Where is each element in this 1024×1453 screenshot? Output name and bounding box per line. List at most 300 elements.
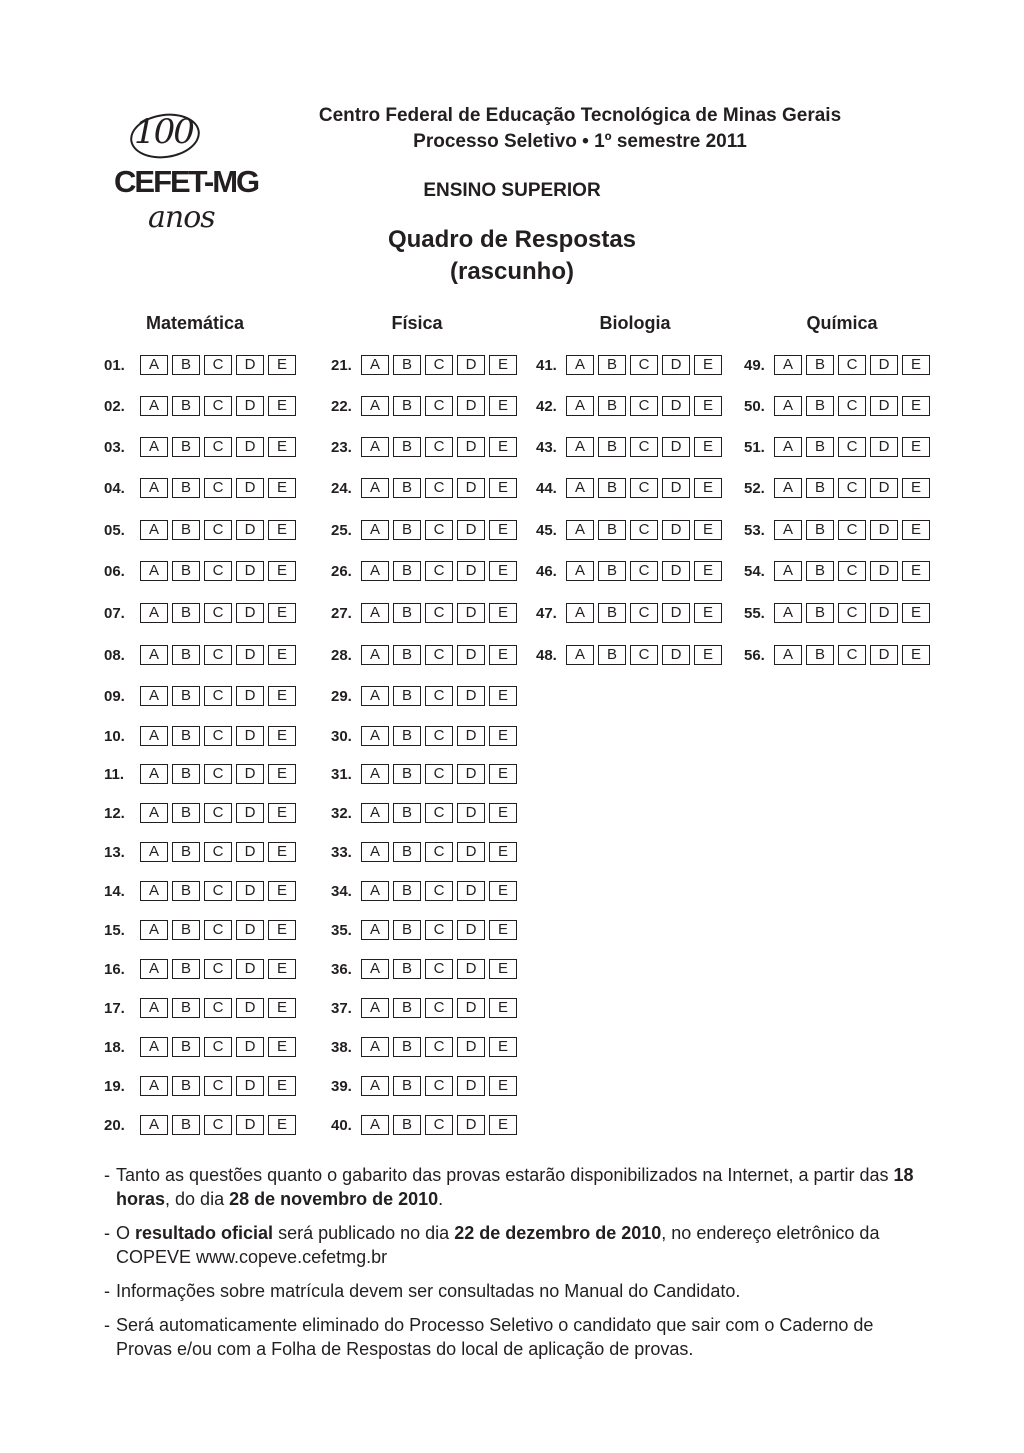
option-box-d[interactable]: D [457,803,485,823]
option-box-e[interactable]: E [268,764,296,784]
option-box-a[interactable]: A [774,520,802,540]
option-box-d[interactable]: D [457,355,485,375]
option-box-e[interactable]: E [489,959,517,979]
option-box-b[interactable]: B [393,1037,421,1057]
option-box-d[interactable]: D [236,686,264,706]
option-box-d[interactable]: D [236,726,264,746]
option-box-d[interactable]: D [662,645,690,665]
option-box-e[interactable]: E [489,1115,517,1135]
option-box-c[interactable]: C [630,396,658,416]
option-box-b[interactable]: B [172,764,200,784]
option-box-e[interactable]: E [489,355,517,375]
option-box-e[interactable]: E [489,1037,517,1057]
option-box-c[interactable]: C [425,561,453,581]
option-box-e[interactable]: E [268,1115,296,1135]
option-box-b[interactable]: B [598,645,626,665]
option-box-e[interactable]: E [268,520,296,540]
option-box-b[interactable]: B [393,520,421,540]
option-box-e[interactable]: E [268,1037,296,1057]
option-box-a[interactable]: A [566,355,594,375]
option-box-b[interactable]: B [172,1076,200,1096]
option-box-b[interactable]: B [598,561,626,581]
option-box-b[interactable]: B [393,396,421,416]
option-box-d[interactable]: D [236,561,264,581]
option-box-e[interactable]: E [268,803,296,823]
option-box-a[interactable]: A [140,437,168,457]
option-box-c[interactable]: C [425,355,453,375]
option-box-b[interactable]: B [172,1115,200,1135]
option-box-e[interactable]: E [489,881,517,901]
option-box-d[interactable]: D [662,355,690,375]
option-box-d[interactable]: D [457,561,485,581]
option-box-c[interactable]: C [630,561,658,581]
option-box-d[interactable]: D [870,478,898,498]
option-box-e[interactable]: E [268,686,296,706]
option-box-b[interactable]: B [393,478,421,498]
option-box-e[interactable]: E [489,645,517,665]
option-boxes [140,764,300,784]
option-box-e[interactable]: E [489,803,517,823]
option-box-b[interactable]: B [806,396,834,416]
option-box-b[interactable]: B [172,881,200,901]
option-box-e[interactable]: E [489,686,517,706]
option-box-c[interactable]: C [838,645,866,665]
option-box-a[interactable]: A [566,603,594,623]
option-box-d[interactable]: D [457,520,485,540]
option-box-a[interactable]: A [566,520,594,540]
option-box-c[interactable]: C [204,520,232,540]
option-box-a[interactable]: A [361,920,389,940]
option-box-d[interactable]: D [662,437,690,457]
option-box-c[interactable]: C [204,603,232,623]
option-box-a[interactable]: A [140,396,168,416]
option-box-c[interactable]: C [838,603,866,623]
option-box-c[interactable]: C [425,645,453,665]
option-box-c[interactable]: C [204,726,232,746]
option-box-a[interactable]: A [361,1076,389,1096]
option-box-d[interactable]: D [662,478,690,498]
option-box-e[interactable]: E [489,437,517,457]
option-box-e[interactable]: E [902,561,930,581]
option-box-a[interactable]: A [774,478,802,498]
option-box-c[interactable]: C [425,1037,453,1057]
option-box-c[interactable]: C [425,764,453,784]
option-box-d[interactable]: D [457,645,485,665]
option-box-e[interactable]: E [902,478,930,498]
option-box-c[interactable]: C [204,764,232,784]
option-box-e[interactable]: E [268,561,296,581]
option-box-c[interactable]: C [630,478,658,498]
option-box-c[interactable]: C [838,437,866,457]
option-box-d[interactable]: D [457,842,485,862]
option-box-a[interactable]: A [361,520,389,540]
option-box-c[interactable]: C [425,959,453,979]
option-box-a[interactable]: A [361,396,389,416]
option-box-d[interactable]: D [662,396,690,416]
option-box-b[interactable]: B [393,959,421,979]
option-box-c[interactable]: C [630,603,658,623]
option-box-b[interactable]: B [172,959,200,979]
option-box-c[interactable]: C [630,437,658,457]
option-box-b[interactable]: B [172,726,200,746]
option-box-e[interactable]: E [489,520,517,540]
option-box-d[interactable]: D [870,520,898,540]
option-box-c[interactable]: C [838,520,866,540]
option-box-e[interactable]: E [268,645,296,665]
option-box-b[interactable]: B [598,396,626,416]
option-box-c[interactable]: C [204,959,232,979]
note-text: Será automaticamente eliminado do Processo Seletivo o candidato que sair com o Caderno de Provas e/ou com a Folha de Respostas do local de aplicação de provas. [116,1315,874,1359]
option-box-a[interactable]: A [140,764,168,784]
option-box-a[interactable]: A [566,478,594,498]
option-box-c[interactable]: C [425,1115,453,1135]
option-box-d[interactable]: D [236,1076,264,1096]
option-box-b[interactable]: B [393,686,421,706]
option-box-d[interactable]: D [457,1037,485,1057]
option-box-d[interactable]: D [236,645,264,665]
option-box-a[interactable]: A [140,998,168,1018]
option-box-e[interactable]: E [268,881,296,901]
option-box-e[interactable]: E [902,520,930,540]
option-box-b[interactable]: B [393,1076,421,1096]
option-box-a[interactable]: A [140,1037,168,1057]
option-box-b[interactable]: B [393,1115,421,1135]
option-box-e[interactable]: E [489,998,517,1018]
option-box-b[interactable]: B [172,920,200,940]
option-box-b[interactable]: B [172,561,200,581]
option-box-b[interactable]: B [172,396,200,416]
option-box-d[interactable]: D [870,355,898,375]
option-box-c[interactable]: C [630,520,658,540]
option-box-c[interactable]: C [630,645,658,665]
subject-fisica: Física [391,313,443,333]
option-box-a[interactable]: A [140,520,168,540]
option-box-b[interactable]: B [393,603,421,623]
question-number: 03. [104,438,125,456]
option-box-e[interactable]: E [268,726,296,746]
option-box-e[interactable]: E [268,920,296,940]
option-box-c[interactable]: C [425,881,453,901]
option-box-e[interactable]: E [268,396,296,416]
option-box-b[interactable]: B [598,603,626,623]
option-box-b[interactable]: B [172,645,200,665]
option-box-c[interactable]: C [838,355,866,375]
option-box-d[interactable]: D [236,881,264,901]
option-box-a[interactable]: A [361,764,389,784]
option-box-d[interactable]: D [236,998,264,1018]
option-box-c[interactable]: C [425,998,453,1018]
option-box-c[interactable]: C [204,998,232,1018]
option-box-c[interactable]: C [204,645,232,665]
option-boxes [140,396,300,416]
option-box-a[interactable]: A [361,645,389,665]
option-box-b[interactable]: B [598,478,626,498]
option-box-b[interactable]: B [172,842,200,862]
option-box-b[interactable]: B [172,355,200,375]
option-box-c[interactable]: C [425,603,453,623]
question-row [331,561,521,581]
option-box-e[interactable]: E [268,842,296,862]
question-number: 06. [104,562,125,580]
option-box-c[interactable]: C [838,561,866,581]
option-box-a[interactable]: A [774,603,802,623]
option-box-b[interactable]: B [806,437,834,457]
option-box-b[interactable]: B [393,726,421,746]
option-box-e[interactable]: E [902,603,930,623]
option-box-d[interactable]: D [236,1037,264,1057]
option-box-e[interactable]: E [489,1076,517,1096]
option-box-c[interactable]: C [204,920,232,940]
option-box-b[interactable]: B [172,478,200,498]
option-box-e[interactable]: E [268,959,296,979]
option-box-e[interactable]: E [902,396,930,416]
option-box-e[interactable]: E [694,520,722,540]
option-box-a[interactable]: A [361,1115,389,1135]
option-box-a[interactable]: A [140,920,168,940]
option-box-a[interactable]: A [140,478,168,498]
option-boxes [774,355,934,375]
option-box-d[interactable]: D [457,603,485,623]
option-box-a[interactable]: A [140,726,168,746]
option-box-b[interactable]: B [393,764,421,784]
option-box-b[interactable]: B [806,520,834,540]
option-box-c[interactable]: C [204,561,232,581]
option-box-b[interactable]: B [393,645,421,665]
option-box-e[interactable]: E [902,645,930,665]
option-box-a[interactable]: A [774,355,802,375]
option-box-e[interactable]: E [694,603,722,623]
option-box-e[interactable]: E [489,764,517,784]
option-boxes [140,478,300,498]
option-box-a[interactable]: A [566,561,594,581]
option-box-c[interactable]: C [204,437,232,457]
option-box-a[interactable]: A [361,726,389,746]
option-box-a[interactable]: A [361,1037,389,1057]
option-box-c[interactable]: C [204,1115,232,1135]
option-box-a[interactable]: A [140,561,168,581]
option-box-a[interactable]: A [774,645,802,665]
option-box-d[interactable]: D [870,396,898,416]
option-box-a[interactable]: A [361,686,389,706]
option-box-d[interactable]: D [236,764,264,784]
option-box-d[interactable]: D [236,842,264,862]
option-box-e[interactable]: E [489,603,517,623]
option-box-e[interactable]: E [694,561,722,581]
question-row [331,437,521,457]
option-box-c[interactable]: C [204,478,232,498]
option-box-a[interactable]: A [140,842,168,862]
option-box-e[interactable]: E [489,396,517,416]
option-box-c[interactable]: C [204,842,232,862]
option-box-d[interactable]: D [870,437,898,457]
option-box-b[interactable]: B [172,520,200,540]
option-box-d[interactable]: D [236,520,264,540]
option-box-d[interactable]: D [457,396,485,416]
option-box-b[interactable]: B [393,998,421,1018]
option-box-c[interactable]: C [204,355,232,375]
option-box-a[interactable]: A [361,603,389,623]
option-box-d[interactable]: D [236,603,264,623]
option-box-e[interactable]: E [694,437,722,457]
option-box-d[interactable]: D [236,437,264,457]
option-box-a[interactable]: A [566,645,594,665]
option-box-a[interactable]: A [361,803,389,823]
option-box-a[interactable]: A [140,603,168,623]
option-box-e[interactable]: E [268,603,296,623]
option-box-d[interactable]: D [662,520,690,540]
option-box-b[interactable]: B [598,355,626,375]
option-box-a[interactable]: A [361,842,389,862]
option-box-d[interactable]: D [457,1076,485,1096]
option-box-a[interactable]: A [361,355,389,375]
option-box-a[interactable]: A [566,396,594,416]
option-box-a[interactable]: A [774,396,802,416]
option-box-d[interactable]: D [236,478,264,498]
option-box-c[interactable]: C [425,920,453,940]
option-box-c[interactable]: C [204,686,232,706]
option-box-c[interactable]: C [425,520,453,540]
option-box-b[interactable]: B [393,881,421,901]
option-box-e[interactable]: E [268,1076,296,1096]
option-box-b[interactable]: B [393,355,421,375]
option-box-a[interactable]: A [361,998,389,1018]
option-box-d[interactable]: D [662,561,690,581]
option-box-d[interactable]: D [457,478,485,498]
option-box-d[interactable]: D [870,561,898,581]
option-box-e[interactable]: E [268,355,296,375]
question-row [331,1115,521,1135]
option-box-b[interactable]: B [393,437,421,457]
option-box-d[interactable]: D [457,726,485,746]
question-number: 52. [744,479,765,497]
option-box-c[interactable]: C [204,1037,232,1057]
option-box-d[interactable]: D [870,645,898,665]
option-box-d[interactable]: D [457,920,485,940]
option-box-d[interactable]: D [457,686,485,706]
option-box-b[interactable]: B [806,561,834,581]
option-box-e[interactable]: E [268,437,296,457]
option-box-a[interactable]: A [140,645,168,665]
option-box-e[interactable]: E [694,355,722,375]
option-box-a[interactable]: A [361,561,389,581]
option-box-d[interactable]: D [236,396,264,416]
option-box-a[interactable]: A [140,686,168,706]
option-box-b[interactable]: B [598,520,626,540]
option-box-e[interactable]: E [268,998,296,1018]
option-box-d[interactable]: D [457,764,485,784]
option-box-a[interactable]: A [140,881,168,901]
option-box-d[interactable]: D [236,803,264,823]
option-box-e[interactable]: E [694,645,722,665]
option-box-a[interactable]: A [361,881,389,901]
option-box-e[interactable]: E [694,478,722,498]
option-box-b[interactable]: B [393,803,421,823]
option-box-a[interactable]: A [140,803,168,823]
option-box-c[interactable]: C [425,803,453,823]
option-box-b[interactable]: B [172,998,200,1018]
question-row [104,881,300,901]
option-box-b[interactable]: B [806,603,834,623]
option-box-b[interactable]: B [172,686,200,706]
option-box-b[interactable]: B [172,803,200,823]
option-box-b[interactable]: B [806,645,834,665]
option-box-a[interactable]: A [140,355,168,375]
option-box-a[interactable]: A [140,1076,168,1096]
option-box-b[interactable]: B [806,478,834,498]
option-box-a[interactable]: A [774,437,802,457]
option-box-c[interactable]: C [204,881,232,901]
option-box-b[interactable]: B [393,842,421,862]
option-box-e[interactable]: E [902,355,930,375]
question-number: 55. [744,604,765,622]
option-box-a[interactable]: A [566,437,594,457]
option-boxes [140,920,300,940]
option-box-e[interactable]: E [489,842,517,862]
option-box-e[interactable]: E [489,726,517,746]
option-box-b[interactable]: B [172,437,200,457]
option-box-b[interactable]: B [393,920,421,940]
option-box-a[interactable]: A [361,959,389,979]
option-box-c[interactable]: C [425,478,453,498]
option-box-c[interactable]: C [838,478,866,498]
option-box-d[interactable]: D [457,1115,485,1135]
option-box-c[interactable]: C [425,842,453,862]
option-box-a[interactable]: A [140,959,168,979]
option-box-a[interactable]: A [361,437,389,457]
option-box-c[interactable]: C [425,686,453,706]
option-box-d[interactable]: D [457,437,485,457]
option-box-d[interactable]: D [457,998,485,1018]
option-box-c[interactable]: C [204,1076,232,1096]
option-box-c[interactable]: C [425,437,453,457]
option-box-b[interactable]: B [598,437,626,457]
question-number: 29. [331,687,352,705]
option-box-b[interactable]: B [172,603,200,623]
option-box-e[interactable]: E [694,396,722,416]
option-box-d[interactable]: D [457,959,485,979]
option-box-d[interactable]: D [870,603,898,623]
option-box-b[interactable]: B [393,561,421,581]
option-box-c[interactable]: C [425,396,453,416]
option-box-c[interactable]: C [204,803,232,823]
option-box-c[interactable]: C [630,355,658,375]
option-box-e[interactable]: E [902,437,930,457]
option-box-d[interactable]: D [457,881,485,901]
option-box-c[interactable]: C [204,396,232,416]
option-box-a[interactable]: A [774,561,802,581]
option-boxes [140,881,300,901]
option-box-e[interactable]: E [489,561,517,581]
option-box-d[interactable]: D [236,959,264,979]
option-box-c[interactable]: C [425,1076,453,1096]
option-box-e[interactable]: E [489,920,517,940]
option-box-d[interactable]: D [236,355,264,375]
option-box-d[interactable]: D [236,1115,264,1135]
option-box-c[interactable]: C [838,396,866,416]
option-box-b[interactable]: B [806,355,834,375]
option-box-c[interactable]: C [425,726,453,746]
option-box-e[interactable]: E [489,478,517,498]
option-box-d[interactable]: D [236,920,264,940]
option-box-b[interactable]: B [172,1037,200,1057]
question-number: 40. [331,1116,352,1134]
option-box-d[interactable]: D [662,603,690,623]
option-box-a[interactable]: A [140,1115,168,1135]
option-box-e[interactable]: E [268,478,296,498]
question-number: 35. [331,921,352,939]
question-row [536,561,726,581]
option-box-a[interactable]: A [361,478,389,498]
